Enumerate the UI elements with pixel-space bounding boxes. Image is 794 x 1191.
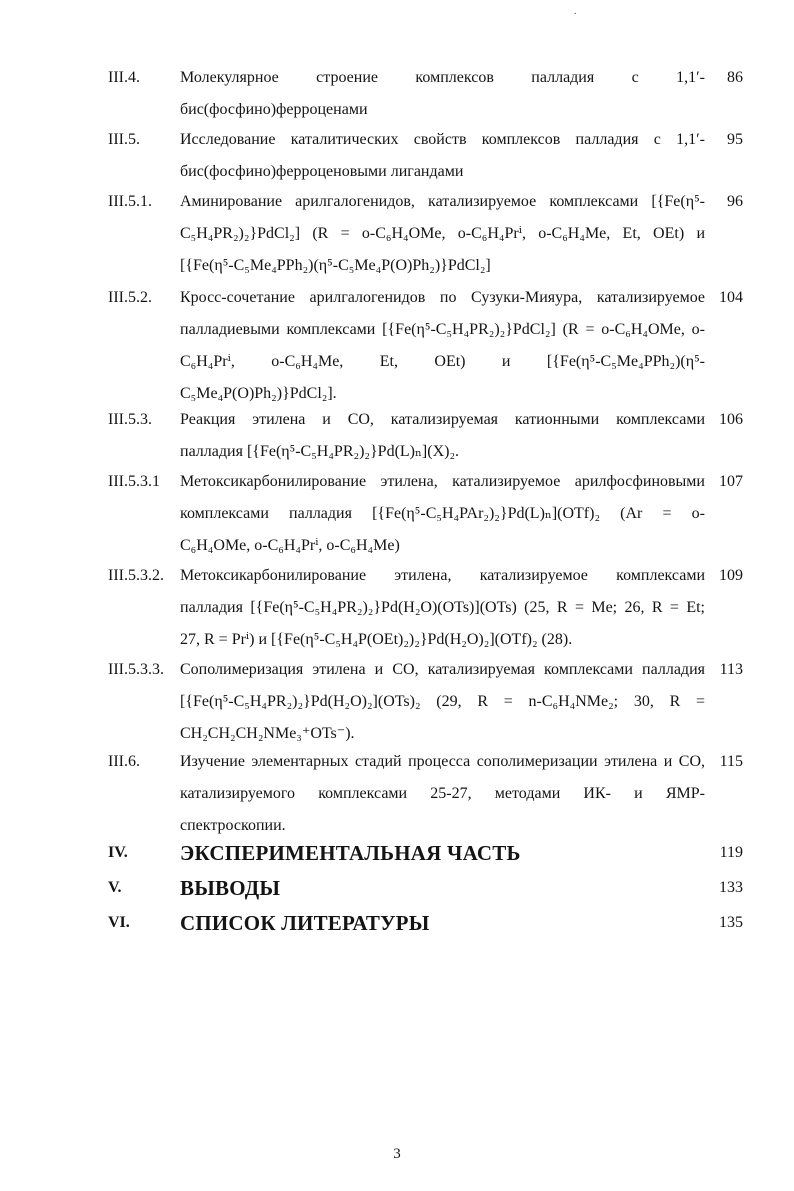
entry-page: 115 (719, 753, 743, 770)
section-number: VI. (108, 914, 130, 931)
entry-title: Реакция этилена и CO, катализируемая катионными комплексами палладия [{Fe(η⁵-C₅H₄PR₂)₂}Pd(L)ₙ](X)₂. (180, 411, 705, 460)
entry-title: Исследование каталитических свойств комплексов палладия с 1,1′- бис(фосфино)ферроценовыми лигандами (180, 131, 705, 180)
entry-page: 104 (719, 289, 743, 306)
entry-number: III.5.3.3. (108, 661, 164, 678)
entry-title: Кросс-сочетание арилгалогенидов по Сузуки-Мияура, катализируемое палладиевыми комплексами [{Fe(η⁵-C₅H₄PR₂)₂}PdCl₂] (R = o-C₆H₄OMe, o- C₆H₄Prⁱ, o-C₆H₄Me, Et, OEt) и [{Fe(η⁵-C₅Me₄PPh₂)(η⁵- C₅Me₄P(O)Ph₂)}PdCl₂]. (180, 289, 705, 402)
page-number: 3 (393, 1146, 401, 1162)
scan-speck: . (574, 6, 577, 17)
section-page: 133 (719, 879, 743, 896)
section-number: V. (108, 879, 122, 896)
entry-number: III.6. (108, 753, 140, 770)
entry-number: III.5.3.1 (108, 473, 160, 490)
entry-title: Метоксикарбонилирование этилена, катализируемое арилфосфиновыми комплексами палладия [{Fe(η⁵-C₅H₄PAr₂)₂}Pd(L)ₙ](OTf)₂ (Ar = o- C₆H₄OMe, o-C₆H₄Prⁱ, o-C₆H₄Me) (180, 473, 705, 554)
entry-page: 95 (727, 131, 743, 148)
entry-title: Молекулярное строение комплексов палладия с 1,1′- бис(фосфино)ферроценами (180, 69, 705, 118)
section-page: 119 (719, 844, 743, 861)
section-title: ЭКСПЕРИМЕНТАЛЬНАЯ ЧАСТЬ (180, 841, 521, 865)
section-title: ВЫВОДЫ (180, 876, 281, 900)
section-page: 135 (719, 914, 743, 931)
entry-number: III.5.3. (108, 411, 152, 428)
entry-title: Изучение элементарных стадий процесса сополимеризации этилена и CO, катализируемого комплексами 25-27, методами ИК- и ЯМР- спектроскопии. (180, 753, 705, 834)
entry-page: 109 (719, 567, 743, 584)
entry-page: 107 (719, 473, 743, 490)
entry-number: III.4. (108, 69, 140, 86)
entry-page: 96 (727, 193, 743, 210)
entry-title: Сополимеризация этилена и CO, катализируемая комплексами палладия [{Fe(η⁵-C₅H₄PR₂)₂}Pd(H₂O)₂](OTs)₂ (29, R = n-C₆H₄NMe₂; 30, R = CH₂CH₂CH₂NMe₃⁺OTs⁻). (180, 661, 705, 742)
entry-number: III.5.2. (108, 289, 152, 306)
entry-page: 113 (719, 661, 743, 678)
entry-title: Метоксикарбонилирование этилена, катализируемое комплексами палладия [{Fe(η⁵-C₅H₄PR₂)₂}Pd(H₂O)(OTs)](OTs) (25, R = Me; 26, R = Et; 27, R = Prⁱ) и [{Fe(η⁵-C₅H₄P(OEt)₂)₂}Pd(H₂O)₂](OTf)₂ (28). (180, 567, 705, 648)
section-number: IV. (108, 844, 128, 861)
section-title: СПИСОК ЛИТЕРАТУРЫ (180, 911, 430, 935)
entry-page: 86 (727, 69, 743, 86)
entry-number: III.5. (108, 131, 140, 148)
entry-title: Аминирование арилгалогенидов, катализируемое комплексами [{Fe(η⁵- C₅H₄PR₂)₂}PdCl₂] (R = o-C₆H₄OMe, o-C₆H₄Prⁱ, o-C₆H₄Me, Et, OEt) и [{Fe(η⁵-C₅Me₄PPh₂)(η⁵-C₅Me₄P(O)Ph₂)}PdCl₂] (180, 193, 705, 274)
entry-number: III.5.1. (108, 193, 152, 210)
entry-number: III.5.3.2. (108, 567, 164, 584)
entry-page: 106 (719, 411, 743, 428)
